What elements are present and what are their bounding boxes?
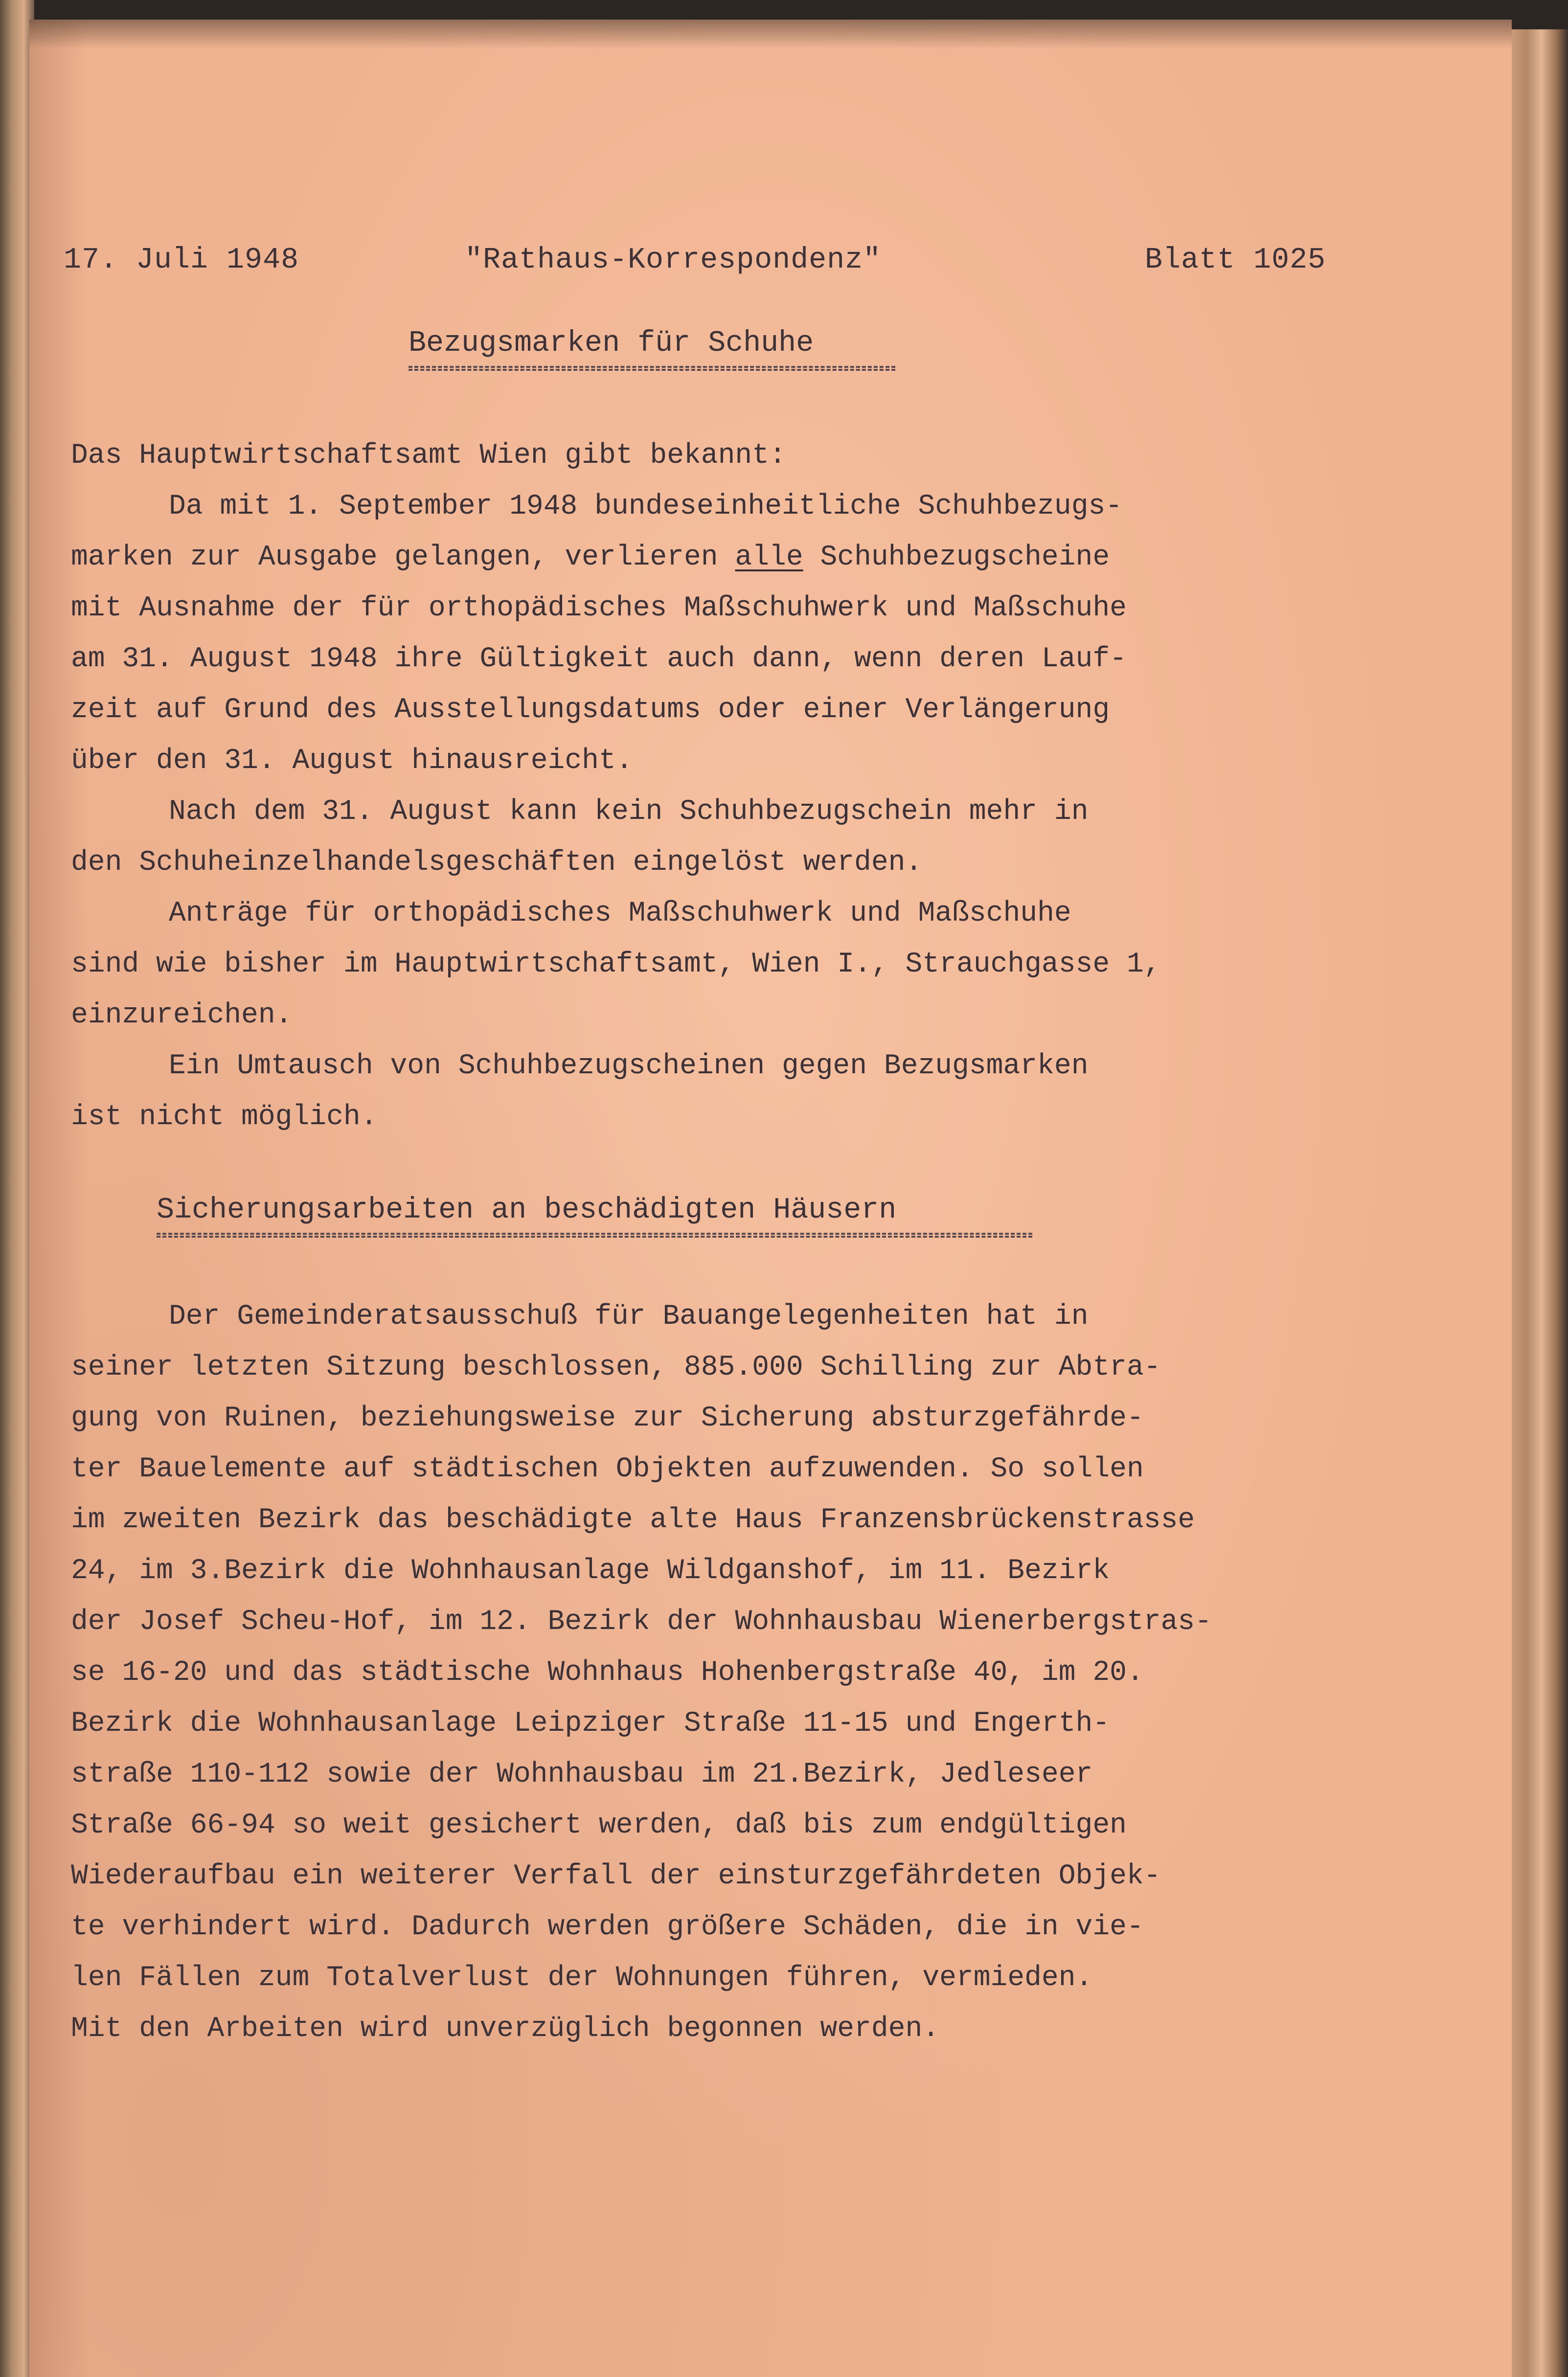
- article2-line: ter Bauelemente auf städtischen Objekten aufzuwenden. So sollen: [71, 1453, 1144, 1485]
- article2-line: Wiederaufbau ein weiterer Verfall der einsturzgefährdeten Objek-: [71, 1860, 1161, 1892]
- article1-line-part: Schuhbezugscheine: [803, 542, 1110, 573]
- article2-line: der Josef Scheu-Hof, im 12. Bezirk der Wohnhausbau Wienerbergstras-: [71, 1606, 1212, 1638]
- article1-line: Anträge für orthopädisches Maßschuhwerk und Maßschuhe: [169, 898, 1071, 929]
- article1-body: [71, 430, 1490, 1143]
- article1-line: am 31. August 1948 ihre Gültigkeit auch dann, wenn deren Lauf-: [71, 643, 1127, 675]
- article2-line: Straße 66-94 so weit gesichert werden, daß bis zum endgültigen: [71, 1810, 1127, 1841]
- article1-line: Da mit 1. September 1948 bundeseinheitliche Schuhbezugs-: [169, 491, 1123, 522]
- article1-line-part: marken zur Ausgabe gelangen, verlieren: [71, 542, 735, 573]
- article1-line: über den 31. August hinausreicht.: [71, 745, 633, 777]
- article1-line: einzureichen.: [71, 999, 293, 1031]
- article2-line: im zweiten Bezirk das beschädigte alte Haus Franzensbrückenstrasse: [71, 1504, 1195, 1536]
- article1-title: Bezugsmarken für Schuhe: [409, 327, 814, 360]
- article2-line: Mit den Arbeiten wird unverzüglich begonnen werden.: [71, 2013, 940, 2045]
- article1-line: zeit auf Grund des Ausstellungsdatums oder einer Verlängerung: [71, 694, 1110, 726]
- article2-body: [71, 1291, 1490, 2055]
- article2-line: Der Gemeinderatsausschuß für Bauangelegenheiten hat in: [169, 1301, 1089, 1333]
- header-publication: "Rathaus-Korrespondenz": [465, 244, 882, 277]
- article2-title: Sicherungsarbeiten an beschädigten Häusern: [157, 1194, 897, 1227]
- article1-line: den Schuheinzelhandelsgeschäften eingelöst werden.: [71, 847, 923, 879]
- article2-line: len Fällen zum Totalverlust der Wohnungen führen, vermieden.: [71, 1962, 1093, 1994]
- article1-emphasis-word: alle: [735, 542, 803, 573]
- article1-line-emphasis: [71, 532, 1490, 583]
- article2-line: te verhindert wird. Dadurch werden größere Schäden, die in vie-: [71, 1911, 1144, 1943]
- article2-line: Bezirk die Wohnhausanlage Leipziger Straße 11-15 und Engerth-: [71, 1708, 1110, 1740]
- article1-line: Ein Umtausch von Schuhbezugscheinen gegen Bezugsmarken: [169, 1050, 1089, 1082]
- article2-line: seiner letzten Sitzung beschlossen, 885.000 Schilling zur Abtra-: [71, 1352, 1161, 1383]
- article1-title-rule: [409, 366, 895, 371]
- article1-line: sind wie bisher im Hauptwirtschaftsamt, Wien I., Strauchgasse 1,: [71, 949, 1161, 980]
- document-page: [29, 20, 1512, 2377]
- article2-line: 24, im 3.Bezirk die Wohnhausanlage Wildganshof, im 11. Bezirk: [71, 1555, 1110, 1587]
- page-shadow: [29, 20, 1512, 49]
- article2-title-rule: [157, 1233, 1032, 1238]
- article1-line: mit Ausnahme der für orthopädisches Maßschuhwerk und Maßschuhe: [71, 592, 1127, 624]
- article2-line: gung von Ruinen, beziehungsweise zur Sicherung absturzgefährde-: [71, 1403, 1144, 1434]
- page-stack-edge: [1509, 29, 1568, 2377]
- article1-line: ist nicht möglich.: [71, 1101, 378, 1133]
- header-page-number: Blatt 1025: [1145, 244, 1326, 277]
- article2-line: straße 110-112 sowie der Wohnhausbau im 21.Bezirk, Jedleseer: [71, 1759, 1093, 1790]
- article1-line: Nach dem 31. August kann kein Schuhbezugschein mehr in: [169, 796, 1089, 828]
- header-date: 17. Juli 1948: [64, 244, 299, 277]
- article2-line: se 16-20 und das städtische Wohnhaus Hohenbergstraße 40, im 20.: [71, 1657, 1144, 1689]
- article1-line: Das Hauptwirtschaftsamt Wien gibt bekannt:: [71, 440, 786, 472]
